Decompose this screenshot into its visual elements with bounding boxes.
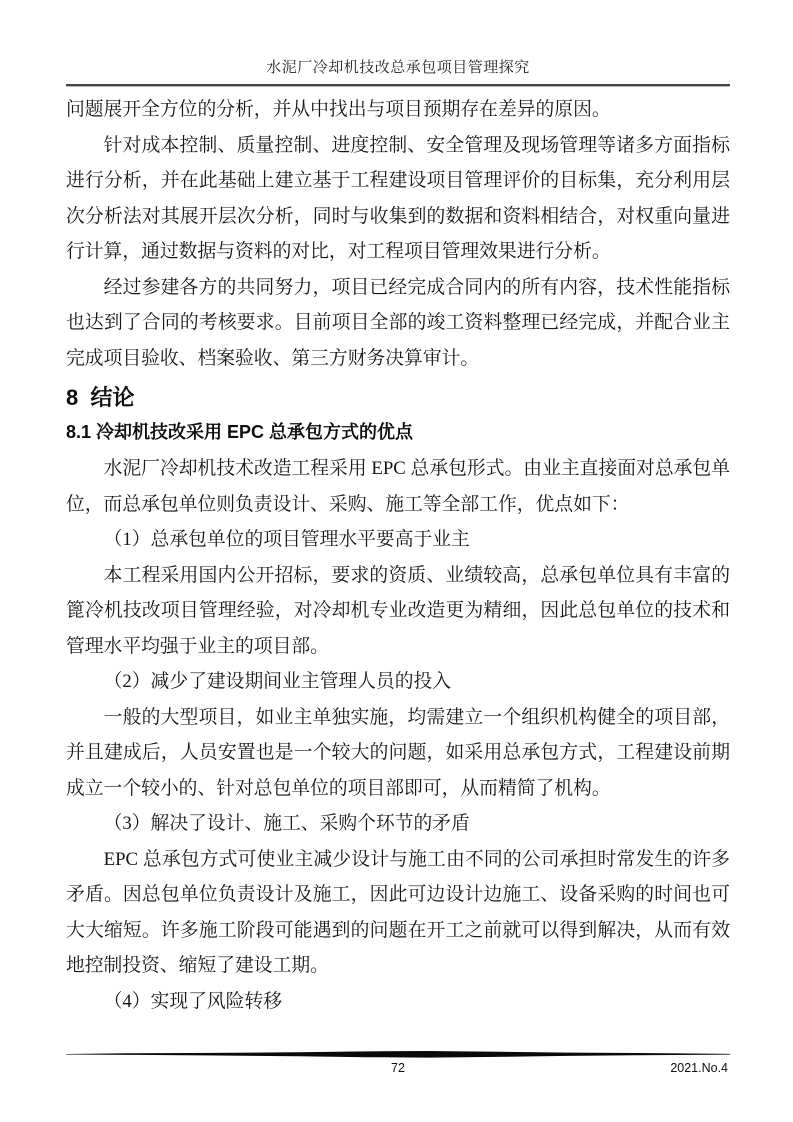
body-paragraph: 水泥厂冷却机技术改造工程采用 EPC 总承包形式。由业主直接面对总承包单位，而总承包单位则负责设计、采购、施工等全部工作，优点如下：	[66, 458, 730, 515]
body-paragraph: 本工程采用国内公开招标，要求的资质、业绩较高，总承包单位具有丰富的篦冷机技改项目管理经验，对冷却机专业改造更为精细，因此总包单位的技术和管理水平均强于业主的项目部。	[66, 564, 730, 657]
list-item-heading: （4）实现了风险转移	[103, 990, 283, 1012]
body-paragraph: 经过参建各方的共同努力，项目已经完成合同内的所有内容，技术性能指标也达到了合同的考核要求。目前项目全部的竣工资料整理已经完成，并配合业主完成项目验收、档案验收、第三方财务决算审计。	[66, 276, 730, 369]
footer-divider-line	[66, 1050, 730, 1059]
document-body	[66, 92, 730, 1019]
body-paragraph-continuation: 问题展开全方位的分析，并从中找出与项目预期存在差异的原因。	[66, 99, 611, 120]
page-number: 72	[391, 1061, 405, 1075]
header-rule-line	[66, 84, 730, 86]
page-footer	[66, 1050, 730, 1079]
list-item-heading: （2）减少了建设期间业主管理人员的投入	[103, 671, 452, 692]
body-paragraph: EPC 总承包方式可使业主减少设计与施工由不同的公司承担时常发生的许多矛盾。因总包单位负责设计及施工，因此可边设计边施工、设备采购的时间也可大大缩短。许多施工阶段可能遇到的问题在开工之前就可以得到解决，从而有效地控制投资、缩短了建设工期。	[66, 848, 730, 976]
footer-row	[66, 1061, 730, 1079]
subsection-heading: 8.1 冷却机技改采用 EPC 总承包方式的优点	[66, 422, 414, 442]
running-head-title: 水泥厂冷却机技改总承包项目管理探究	[266, 60, 530, 76]
issue-number: 2021.No.4	[670, 1061, 728, 1075]
body-paragraph: 针对成本控制、质量控制、进度控制、安全管理及现场管理等诸多方面指标进行分析，并在此基础上建立基于工程建设项目管理评价的目标集，充分利用层次分析法对其展开层次分析，同时与收集到的数据和资料相结合，对权重向量进行计算，通过数据与资料的对比，对工程项目管理效果进行分析。	[66, 134, 730, 262]
list-item-heading: （3）解决了设计、施工、采购个环节的矛盾	[103, 813, 470, 834]
page-header	[66, 0, 730, 86]
body-paragraph: 一般的大型项目，如业主单独实施，均需建立一个组织机构健全的项目部，并且建成后，人员安置也是一个较大的问题，如采用总承包方式，工程建设前期成立一个较小的、针对总包单位的项目部即可，从而精简了机构。	[66, 706, 730, 799]
list-item-heading: （1）总承包单位的项目管理水平要高于业主	[103, 529, 470, 550]
section-heading: 8 结论	[66, 385, 135, 410]
